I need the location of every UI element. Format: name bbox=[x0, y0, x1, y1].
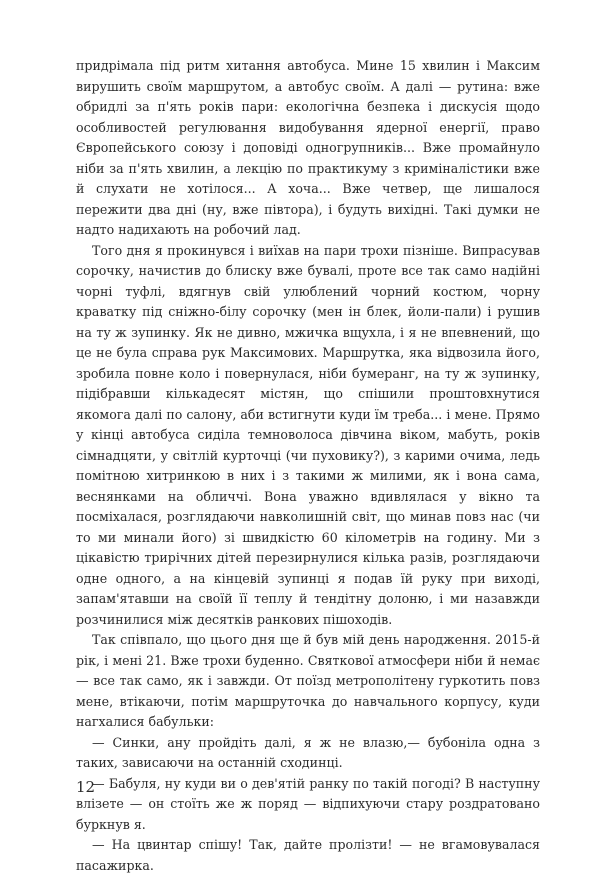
paragraph-3: Так співпало, що цього дня ще й був мій день народження. 2015-й рік, і мені 21. Вже трохи буденно. Святкової атмосфери ніби й немає — все так само, як і завжди. От поїзд метрополітену гуркотить повз мене, втікаючи, потім маршруточка до навчального корпусу, куди нагхалися бабульки: bbox=[76, 632, 540, 729]
paragraph-1: придрімала під ритм хитання автобуса. Мине 15 хвилин і Максим вирушить своїм маршрутом, а автобус своїм. А далі — рутина: вже обридлі за п'ять років пари: екологічна безпека і дискусія щодо особливостей регулювання видобування ядерної енергії, право Європейського союзу і доповіді одногрупників... Вже промайнуло ніби за п'ять хвилин, а лекцію по практикуму з криміналістики вже й слухати не хотілося... А хоча... Вже четвер, ще лишалося пережити два дні (ну, вже півтора), і будуть вихідні. Такі думки не надто надихають на робочий лад. bbox=[76, 58, 540, 237]
dialogue-line-2: — Бабуля, ну куди ви о дев'ятій ранку по такій погоді? В наступну влізете — он стоїть же ж поряд — відпихуючи стару роздратовано буркнув я. bbox=[76, 775, 540, 832]
paragraph-2: Того дня я прокинувся і виїхав на пари трохи пізніше. Випрасував сорочку, начистив до блиску вже бувалі, проте все так само надійні чорні туфлі, вдягнув свій улюблений чорний костюм, чорну краватку під сніжно-білу сорочку (мен ін блек, йоли-пали) і рушив на ту ж зупинку. Як не дивно, мжичка вщухла, і я не впевнений, що це не була справа рук Максимових. Маршрутка, яка відвозила його, зробила повне коло і повернулася, ніби бумеранг, на ту ж зупинку, підібравши кількадесят містян, що спішили проштовхнутися якомога далі по салону, аби встигнути куди їм треба... і мене. Прямо у кінці автобуса сиділа темноволоса дівчина віком, мабуть, років сімнадцяти, у світлій курточці (чи пуховику?), з карими очима, ледь помітною хитринкою в них і з такими ж милими, як і вона сама, веснянками на обличчі. Вона уважно вдивлялася у вікно та посміхалася, розглядаючи навколишній світ, що минав повз нас (чи то ми минали його) зі швидкістю 60 кілометрів на годину. Ми з цікавістю трирічних дітей перезирнулися кілька разів, розглядаючи одне одного, а на кінцевій зупинці я подав їй руку при виході, запам'ятавши на своїй її теплу й тендітну долоню, і ми назавжди розчинилися між десятків ранкових пішоходів. bbox=[76, 242, 540, 627]
page-number: 12 bbox=[76, 778, 96, 796]
dialogue-line-1: — Синки, ану пройдіть далі, я ж не влазю,— бубоніла одна з таких, зависаючи на останній сходинці. bbox=[76, 734, 540, 770]
dialogue-line-3: — На цвинтар спішу! Так, дайте пролізти! — не вгамовувалася пасажирка. bbox=[76, 837, 540, 873]
body-text bbox=[76, 56, 540, 876]
